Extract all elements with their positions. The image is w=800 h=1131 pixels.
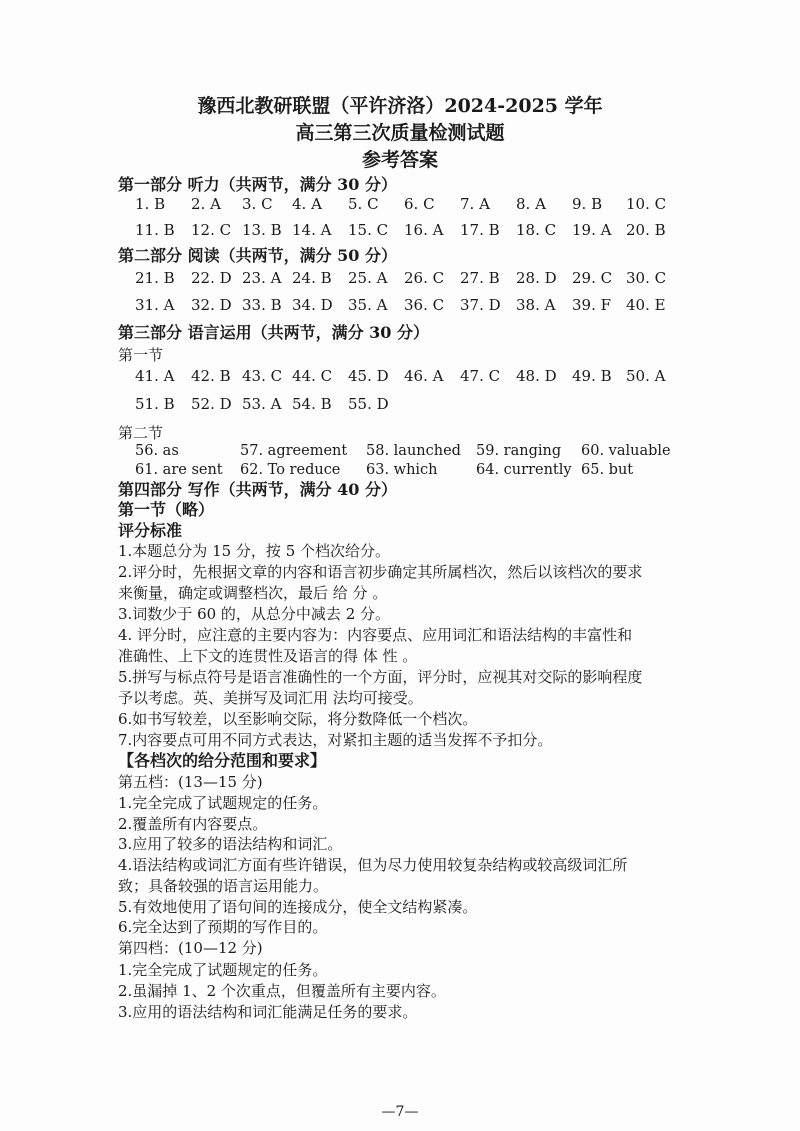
part3-answers-row-1 — [0, 366, 800, 386]
text-line: 予以考虑。英、美拼写及词汇用 法均可接受。 — [118, 689, 423, 707]
answer-item — [135, 295, 174, 315]
part1-answers-row-2 — [0, 220, 800, 240]
question-number: 46. — [404, 367, 428, 385]
answer-choice: B — [158, 395, 175, 413]
question-number: 48. — [516, 367, 540, 385]
answer-item — [516, 194, 546, 214]
question-number: 33. — [242, 296, 266, 314]
band4-label: 第四档：(10—12 分) — [118, 939, 263, 957]
question-number: 14. — [292, 221, 316, 239]
answer-choice: B — [158, 221, 175, 239]
answer-item — [460, 295, 501, 315]
part2-heading: 第二部分 阅读（共两节，满分 50 分） — [118, 246, 397, 265]
text-line: 3.应用的语法结构和词汇能满足任务的要求。 — [118, 1003, 418, 1021]
question-number: 59. — [476, 443, 500, 459]
text-line: 2.虽漏掉 1、2 个次重点，但覆盖所有主要内容。 — [118, 982, 446, 1000]
question-number: 38. — [516, 296, 540, 314]
question-number: 63. — [366, 462, 390, 478]
answer-choice: B — [649, 221, 666, 239]
answer-item — [292, 194, 322, 214]
answer-item — [626, 295, 666, 315]
answer-choice: A — [265, 269, 282, 287]
text-line: 2.覆盖所有内容要点。 — [118, 814, 268, 833]
part2-answers-row-1 — [0, 268, 800, 288]
text-line: 1.本题总分为 15 分，按 5 个档次给分。 — [118, 542, 391, 560]
answer-choice: B — [149, 195, 166, 213]
fill-answer-word: but — [604, 462, 634, 478]
answer-choice: A — [649, 367, 666, 385]
answer-choice: C — [595, 269, 613, 287]
question-number: 3. — [242, 195, 257, 213]
answer-item — [191, 394, 232, 414]
fill-answer-word: To reduce — [263, 462, 341, 478]
answer-item — [626, 194, 666, 214]
text-line: 5.拼写与标点符号是语言准确性的一个方面，评分时，应视其对交际的影响程度 — [118, 668, 643, 686]
answer-item — [626, 220, 666, 240]
page-number: —7— — [381, 1104, 419, 1120]
answer-choice: D — [539, 367, 557, 385]
answer-choice: D — [371, 395, 389, 413]
answer-item — [292, 394, 332, 414]
question-number: 6. — [404, 195, 419, 213]
question-number: 45. — [348, 367, 372, 385]
question-number: 58. — [366, 443, 390, 459]
question-number: 35. — [348, 296, 372, 314]
exam-title: 豫西北教研联盟（平许济洛）2024-2025 学年 — [197, 95, 603, 117]
fill-answer-item — [366, 461, 438, 480]
answer-item — [626, 268, 666, 288]
answer-item — [191, 268, 232, 288]
question-number: 60. — [581, 443, 605, 459]
answer-item — [348, 268, 387, 288]
answer-choice: A — [315, 221, 332, 239]
answer-choice: A — [371, 269, 388, 287]
answer-item — [572, 295, 611, 315]
fill-answer-item — [581, 442, 671, 461]
answer-item — [292, 295, 333, 315]
question-number: 7. — [460, 195, 475, 213]
answer-choice: D — [315, 296, 333, 314]
question-number: 30. — [626, 269, 650, 287]
question-number: 64. — [476, 462, 500, 478]
bands-title: 【各档次的给分范围和要求】 — [118, 751, 327, 770]
answer-choice: E — [649, 296, 666, 314]
question-number: 2. — [191, 195, 206, 213]
answer-choice: A — [205, 195, 221, 213]
question-number: 36. — [404, 296, 428, 314]
part3-section2-label: 第二节 — [118, 424, 164, 442]
answer-choice: B — [265, 221, 282, 239]
question-number: 15. — [348, 221, 372, 239]
fill-answer-item — [476, 461, 572, 480]
answer-item — [191, 295, 232, 315]
question-number: 25. — [348, 269, 372, 287]
answer-item — [292, 220, 331, 240]
answer-choice: D — [483, 296, 501, 314]
part1-heading: 第一部分 听力（共两节，满分 30 分） — [118, 175, 397, 194]
answer-choice: C — [214, 221, 232, 239]
fill-answer-item — [476, 442, 561, 461]
answer-item — [516, 295, 555, 315]
answer-item — [404, 220, 443, 240]
answer-choice: A — [158, 296, 175, 314]
answer-item — [348, 220, 388, 240]
answer-item — [135, 268, 175, 288]
question-number: 9. — [572, 195, 587, 213]
question-number: 44. — [292, 367, 316, 385]
question-number: 17. — [460, 221, 484, 239]
part3-section1-label: 第一节 — [118, 346, 164, 364]
question-number: 51. — [135, 395, 159, 413]
answer-choice: C — [649, 269, 667, 287]
fill-answer-item — [135, 442, 179, 461]
question-number: 61. — [135, 462, 159, 478]
answer-item — [242, 220, 282, 240]
question-number: 26. — [404, 269, 428, 287]
answer-choice: C — [418, 195, 435, 213]
question-number: 28. — [516, 269, 540, 287]
answer-item — [404, 366, 443, 386]
question-number: 11. — [135, 221, 159, 239]
answer-choice: C — [362, 195, 379, 213]
answer-item — [516, 268, 557, 288]
question-number: 16. — [404, 221, 428, 239]
answer-choice: B — [265, 296, 282, 314]
answer-item — [460, 194, 490, 214]
answer-choice: C — [265, 367, 283, 385]
question-number: 20. — [626, 221, 650, 239]
answer-choice: C — [483, 367, 501, 385]
text-line: 致；具备较强的语言运用能力。 — [118, 876, 329, 895]
question-number: 27. — [460, 269, 484, 287]
fill-answer-item — [135, 461, 223, 480]
answer-item — [135, 220, 175, 240]
question-number: 55. — [348, 395, 372, 413]
answer-choice: B — [595, 367, 612, 385]
answer-choice: D — [214, 395, 232, 413]
answer-choice: B — [214, 367, 231, 385]
answer-item — [242, 394, 281, 414]
question-number: 8. — [516, 195, 531, 213]
question-number: 24. — [292, 269, 316, 287]
answer-choice: B — [483, 221, 500, 239]
answer-item — [516, 220, 556, 240]
answer-item — [626, 366, 665, 386]
answer-choice: B — [315, 269, 332, 287]
part3-fill-row-2 — [0, 461, 800, 480]
answer-choice: A — [530, 195, 546, 213]
question-number: 12. — [191, 221, 215, 239]
question-number: 1. — [135, 195, 150, 213]
answer-choice: C — [427, 269, 445, 287]
question-number: 53. — [242, 395, 266, 413]
question-number: 43. — [242, 367, 266, 385]
answer-item — [404, 194, 435, 214]
fill-answer-word: are sent — [158, 462, 223, 478]
question-number: 5. — [348, 195, 363, 213]
criteria-title: 评分标准 — [118, 521, 183, 540]
text-line: 2.评分时，先根据文章的内容和语言初步确定其所属档次，然后以该档次的要求 — [118, 563, 643, 581]
fill-answer-word: as — [158, 443, 179, 459]
text-line: 来衡量，确定或调整档次，最后 给 分 。 — [118, 584, 388, 602]
answer-item — [292, 268, 332, 288]
text-line: 6.完全达到了预期的写作目的。 — [118, 918, 328, 937]
question-number: 39. — [572, 296, 596, 314]
part1-answers-row-1 — [0, 194, 800, 214]
answer-item — [242, 295, 282, 315]
answer-item — [348, 366, 389, 386]
answer-choice: D — [214, 269, 232, 287]
question-number: 22. — [191, 269, 215, 287]
answer-choice: B — [483, 269, 500, 287]
answer-choice: A — [371, 296, 388, 314]
text-line: 4.语法结构或词汇方面有些许错误，但为尽力使用较复杂结构或较高级词汇所 — [118, 856, 628, 875]
answer-item — [242, 366, 282, 386]
answer-choice: C — [371, 221, 389, 239]
question-number: 50. — [626, 367, 650, 385]
fill-answer-word: ranging — [499, 443, 562, 459]
answer-choice: A — [158, 367, 175, 385]
answer-item — [348, 295, 387, 315]
answer-choice: A — [474, 195, 490, 213]
part3-fill-row-1 — [0, 442, 800, 461]
fill-answer-word: which — [389, 462, 438, 478]
fill-answer-item — [581, 461, 633, 480]
question-number: 52. — [191, 395, 215, 413]
text-line: 7.内容要点可用不同方式表达，对紧扣主题的适当发挥不予扣分。 — [118, 731, 553, 749]
answer-choice: F — [595, 296, 612, 314]
question-number: 41. — [135, 367, 159, 385]
question-number: 56. — [135, 443, 159, 459]
answer-item — [191, 366, 231, 386]
text-line: 1.完全完成了试题规定的任务。 — [118, 794, 328, 812]
question-number: 19. — [572, 221, 596, 239]
part4-section1: 第一节（略） — [118, 500, 215, 519]
question-number: 32. — [191, 296, 215, 314]
fill-answer-word: currently — [499, 462, 572, 478]
document-header — [0, 93, 800, 174]
question-number: 23. — [242, 269, 266, 287]
answer-choice: C — [649, 195, 667, 213]
question-number: 47. — [460, 367, 484, 385]
answer-choice: B — [586, 195, 603, 213]
answer-item — [242, 268, 281, 288]
answer-choice: D — [371, 367, 389, 385]
band5-label: 第五档：(13—15 分) — [118, 773, 263, 791]
question-number: 29. — [572, 269, 596, 287]
answer-item — [191, 220, 231, 240]
answer-item — [348, 394, 389, 414]
fill-answer-word: launched — [389, 443, 461, 459]
part3-heading: 第三部分 语言运用（共两节，满分 30 分） — [118, 323, 429, 342]
answer-choice: C — [539, 221, 557, 239]
fill-answer-item — [366, 442, 461, 461]
question-number: 42. — [191, 367, 215, 385]
question-number: 31. — [135, 296, 159, 314]
answer-item — [572, 268, 612, 288]
answer-item — [572, 366, 612, 386]
question-number: 34. — [292, 296, 316, 314]
answer-item — [135, 394, 175, 414]
answer-choice: A — [427, 221, 444, 239]
answer-item — [404, 268, 444, 288]
answer-choice: A — [539, 296, 556, 314]
answer-item — [404, 295, 444, 315]
question-number: 13. — [242, 221, 266, 239]
answer-item — [460, 220, 500, 240]
answer-item — [516, 366, 557, 386]
question-number: 49. — [572, 367, 596, 385]
answer-item — [191, 194, 221, 214]
answer-choice: B — [158, 269, 175, 287]
text-line: 5.有效地使用了语句间的连接成分，使全文结构紧凑。 — [118, 897, 478, 916]
exam-subtitle: 高三第三次质量检测试题 — [295, 122, 505, 144]
answer-choice: C — [256, 195, 273, 213]
text-line: 4. 评分时，应注意的主要内容为：内容要点、应用词汇和语法结构的丰富性和 — [118, 626, 633, 644]
fill-answer-item — [240, 461, 340, 480]
answer-choice: A — [427, 367, 444, 385]
fill-answer-word: valuable — [604, 443, 671, 459]
part4-heading: 第四部分 写作（共两节，满分 40 分） — [118, 480, 397, 499]
question-number: 62. — [240, 462, 264, 478]
fill-answer-word: agreement — [263, 443, 348, 459]
text-line: 6.如书写较差，以至影响交际，将分数降低一个档次。 — [118, 710, 478, 728]
answer-item — [292, 366, 332, 386]
answer-item — [460, 366, 500, 386]
answer-choice: C — [315, 367, 333, 385]
answer-item — [242, 194, 273, 214]
text-line: 3.词数少于 60 的，从总分中减去 2 分。 — [118, 605, 391, 623]
text-line: 准确性、上下文的连贯性及语言的得 体 性 。 — [118, 647, 418, 665]
answer-choice: A — [595, 221, 612, 239]
question-number: 65. — [581, 462, 605, 478]
answer-choice: D — [214, 296, 232, 314]
question-number: 4. — [292, 195, 307, 213]
text-line: 3.应用了较多的语法结构和词汇。 — [118, 835, 343, 854]
question-number: 10. — [626, 195, 650, 213]
part3-answers-row-2 — [0, 394, 800, 414]
question-number: 21. — [135, 269, 159, 287]
answer-item — [135, 194, 165, 214]
answer-item — [572, 194, 602, 214]
part2-answers-row-2 — [0, 295, 800, 315]
question-number: 40. — [626, 296, 650, 314]
question-number: 54. — [292, 395, 316, 413]
answer-item — [348, 194, 379, 214]
answer-choice: A — [265, 395, 282, 413]
answer-choice: C — [427, 296, 445, 314]
answer-item — [572, 220, 611, 240]
question-number: 18. — [516, 221, 540, 239]
answer-item — [135, 366, 174, 386]
answer-key-title: 参考答案 — [361, 149, 438, 171]
text-line: 1.完全完成了试题规定的任务。 — [118, 961, 328, 979]
question-number: 57. — [240, 443, 264, 459]
answer-choice: D — [539, 269, 557, 287]
answer-choice: B — [315, 395, 332, 413]
answer-choice: A — [306, 195, 322, 213]
fill-answer-item — [240, 442, 347, 461]
question-number: 37. — [460, 296, 484, 314]
answer-item — [460, 268, 500, 288]
